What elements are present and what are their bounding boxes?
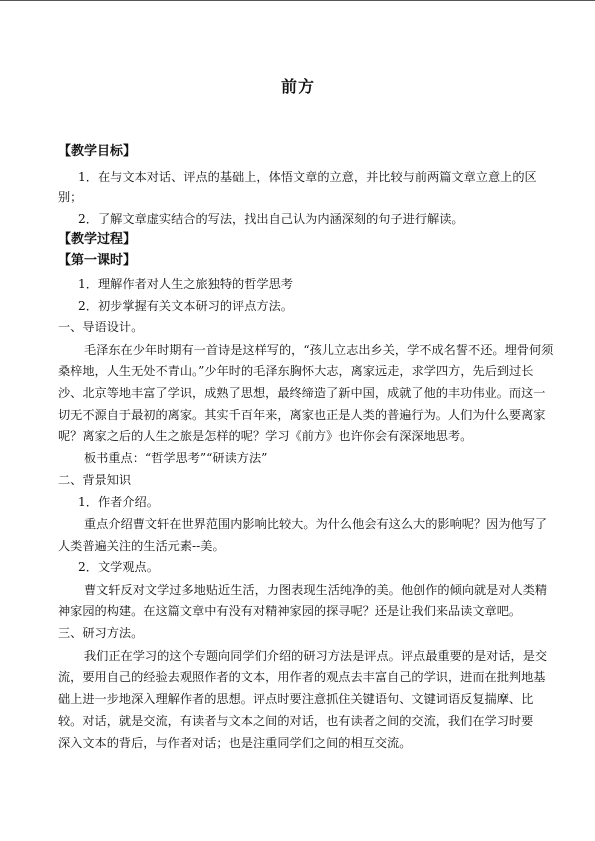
objective-2: 2．初步掌握有关文本研习的评点方法。 — [78, 299, 293, 313]
author-intro-line-2: 人类普遍关注的生活元素--美。 — [58, 539, 225, 553]
part-3-heading: 三、研习方法。 — [58, 626, 144, 640]
first-lesson-heading: 【第一课时】 — [58, 253, 137, 268]
teaching-goals-heading: 【教学目标】 — [58, 144, 137, 159]
method-line-4: 较。对话，就是交流，有读者与文本之间的对话，也有读者之间的交流，我们在学习时要 — [58, 714, 534, 728]
objective-1: 1．理解作者对人生之旅独特的哲学思考 — [78, 277, 293, 291]
intro-line-3: 沙、北京等地丰富了学识，成熟了思想，最终缔造了新中国，成就了他的丰功伟业。而这一 — [58, 386, 546, 400]
method-line-5: 深入文本的背后，与作者对话；也是注重同学们之间的相互交流。 — [58, 736, 412, 750]
author-intro-line-1: 重点介绍曹文轩在世界范围内影响比较大。为什么他会有这么大的影响呢？因为他写了 — [84, 517, 548, 531]
method-line-1: 我们正在学习的这个专题向同学们介绍的研习方法是评点。评点最重要的是对话，是交 — [84, 649, 548, 663]
goal-2: 2．了解文章虚实结合的写法，找出自己认为内涵深刻的句子进行解读。 — [78, 212, 464, 226]
method-line-3: 础上进一步地深入理解作者的思想。评点时要注意抓住关键语句、文键词语反复揣摩、比 — [58, 692, 534, 706]
page-title: 前方 — [280, 77, 315, 96]
part-2-heading: 二、背景知识 — [58, 473, 132, 487]
teaching-process-heading: 【教学过程】 — [58, 232, 137, 247]
intro-line-4: 切无不源自于最初的离家。其实千百年来，离家也正是人类的普遍行为。人们为什么要离家 — [58, 408, 546, 422]
intro-line-1: 毛泽东在少年时期有一首诗是这样写的，“孩儿立志出乡关，学不成名誓不还。埋骨何须 — [84, 343, 554, 357]
board-key-points: 板书重点：“哲学思考”“研读方法” — [84, 451, 268, 465]
literary-view-heading: 2．文学观点。 — [78, 560, 159, 574]
literary-view-line-2: 神家园的构建。在这篇文章中有没有对精神家园的探寻呢？还是让我们来品读文章吧。 — [58, 604, 522, 618]
method-line-2: 流，要用自己的经验去观照作者的文本，用作者的观点去丰富自己的学识，进而在批判地基 — [58, 670, 546, 684]
literary-view-line-1: 曹文轩反对文学过多地贴近生活，力图表现生活纯净的美。他创作的倾向就是对人类精 — [84, 583, 548, 597]
part-1-heading: 一、导语设计。 — [58, 320, 144, 334]
intro-line-2: 桑梓地，人生无处不青山。”少年时的毛泽东胸怀大志，离家远走，求学四方，先后到过长 — [58, 364, 534, 378]
goal-1-line-1: 1．在与文本对话、评点的基础上，体悟文章的立意，并比较与前两篇文章立意上的区 — [78, 170, 537, 184]
page-top-rule — [0, 0, 595, 1]
author-intro-heading: 1．作者介绍。 — [78, 495, 159, 509]
goal-1-line-2: 别； — [58, 190, 83, 204]
intro-line-5: 呢？离家之后的人生之旅是怎样的呢？学习《前方》也许你会有深深地思考。 — [58, 429, 473, 443]
